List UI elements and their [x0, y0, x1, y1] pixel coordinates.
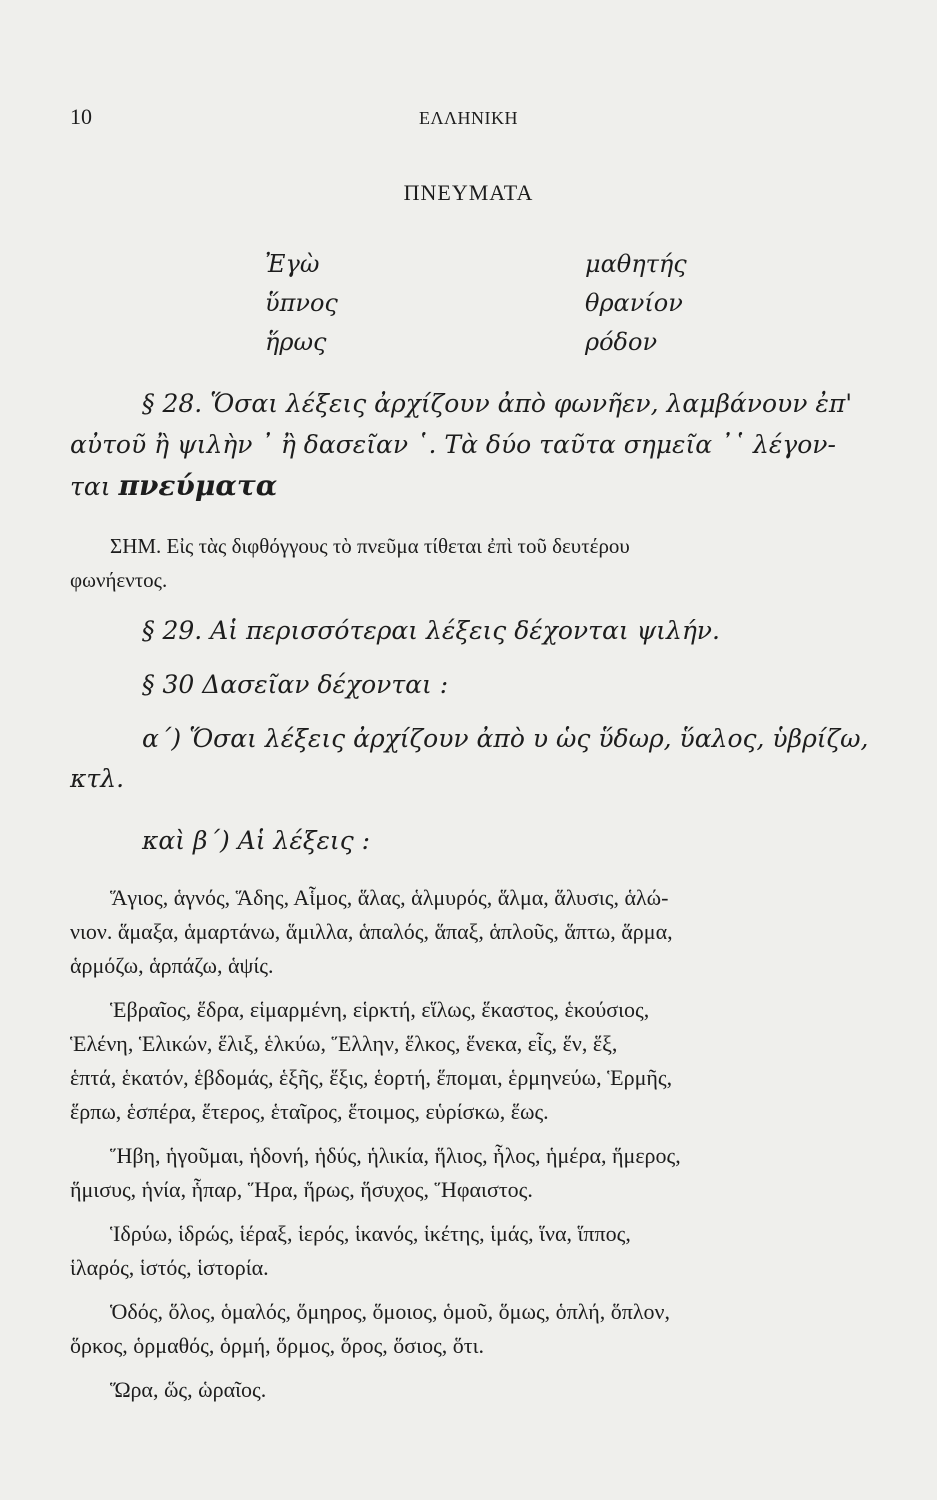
word-group-omega — [70, 1373, 900, 1407]
example-left: ἥρως — [265, 328, 327, 356]
section-title: ΠΝΕΥΜΑΤΑ — [403, 180, 534, 205]
word-line: Ὥρα, ὥς, ὡραῖος. — [110, 1377, 267, 1402]
item-a-line: κτλ. — [70, 764, 125, 793]
example-row — [265, 250, 725, 289]
note-line: φωνήεντος. — [70, 568, 168, 592]
word-line: Ἑβραῖος, ἕδρα, εἱμαρμένη, εἱρκτή, εἵλως, ἕκαστος, ἑκούσιος, — [110, 997, 650, 1022]
example-left: ὕπνος — [265, 289, 338, 317]
paragraph-28-line: αὐτοῦ ἢ ψιλὴν ᾿ ἢ δασεῖαν ῾. Τὰ δύο ταῦτα σημεῖα ᾿῾ λέγον- — [70, 430, 836, 459]
paragraph-28-line: ται — [70, 472, 111, 501]
word-group-alpha — [70, 881, 900, 983]
page-number: 10 — [70, 104, 92, 129]
example-row — [265, 328, 725, 367]
item-a — [70, 719, 900, 799]
example-row — [265, 289, 725, 328]
note-paragraph — [70, 529, 900, 597]
word-line: νιον. ἅμαξα, ἁμαρτάνω, ἅμιλλα, ἁπαλός, ἅπαξ, ἁπλοῦς, ἅπτω, ἅρμα, — [70, 919, 673, 944]
word-group-iota — [70, 1217, 900, 1285]
word-line: Ἥβη, ἡγοῦμαι, ἡδονή, ἡδύς, ἡλικία, ἥλιος, ἧλος, ἡμέρα, ἥμερος, — [110, 1143, 681, 1168]
word-line: Ὁδός, ὅλος, ὁμαλός, ὅμηρος, ὅμοιος, ὁμοῦ, ὅμως, ὁπλή, ὅπλον, — [110, 1299, 670, 1324]
word-line: ἱλαρός, ἱστός, ἱστορία. — [70, 1255, 269, 1280]
word-line: Ἑλένη, Ἑλικών, ἕλιξ, ἑλκύω, Ἕλλην, ἕλκος, ἕνεκα, εἷς, ἕν, ἕξ, — [70, 1031, 618, 1056]
example-words — [265, 250, 725, 367]
word-line: ἁρμόζω, ἁρπάζω, ἁψίς. — [70, 953, 274, 978]
paragraph-30: § 30 Δασεῖαν δέχονται : — [142, 670, 449, 699]
word-line: Ἅγιος, ἁγνός, Ἅδης, Αἷμος, ἅλας, ἁλμυρός, ἅλμα, ἅλυσις, ἁλώ- — [110, 885, 669, 910]
word-line: ἕρπω, ἑσπέρα, ἕτερος, ἑταῖρος, ἕτοιμος, εὑρίσκω, ἕως. — [70, 1099, 549, 1124]
word-group-omicron — [70, 1295, 900, 1363]
example-right: θρανίον — [585, 289, 683, 317]
body-text — [70, 383, 900, 1407]
example-left: Ἐγὼ — [265, 250, 320, 278]
term-pneumata: πνεύματα — [118, 469, 278, 502]
word-line: Ἱδρύω, ἱδρώς, ἱέραξ, ἱερός, ἱκανός, ἱκέτης, ἱμάς, ἵνα, ἵππος, — [110, 1221, 631, 1246]
paragraph-28-line: § 28. Ὅσαι λέξεις ἀρχίζουν ἀπὸ φωνῆεν, λαμβάνουν ἐπ' — [142, 389, 853, 418]
word-line: ἥμισυς, ἡνία, ἧπαρ, Ἥρα, ἥρως, ἥσυχος, Ἥφαιστος. — [70, 1177, 533, 1202]
word-group-epsilon — [70, 993, 900, 1129]
item-b: καὶ β΄) Αἱ λέξεις : — [142, 826, 371, 855]
item-a-line: α΄) Ὅσαι λέξεις ἀρχίζουν ἀπὸ υ ὡς ὕδωρ, ὕαλος, ὑβρίζω, — [142, 724, 869, 753]
word-group-eta — [70, 1139, 900, 1207]
example-right: μαθητής — [585, 250, 687, 278]
word-line: ὅρκος, ὁρμαθός, ὁρμή, ὅρμος, ὅρος, ὅσιος, ὅτι. — [70, 1333, 485, 1358]
example-right: ρόδον — [585, 328, 658, 356]
word-line: ἑπτά, ἑκατόν, ἑβδομάς, ἑξῆς, ἕξις, ἑορτή, ἕπομαι, ἑρμηνεύω, Ἑρμῆς, — [70, 1065, 673, 1090]
note-line: ΣΗΜ. Εἰς τὰς διφθόγγους τὸ πνεῦμα τίθεται ἐπὶ τοῦ δευτέρου — [110, 534, 630, 558]
page-header — [70, 104, 867, 134]
paragraph-28 — [70, 383, 900, 507]
paragraph-29: § 29. Αἱ περισσότεραι λέξεις δέχονται ψιλήν. — [142, 616, 720, 645]
running-title: ΕΛΛΗΝΙΚΗ — [418, 108, 519, 128]
